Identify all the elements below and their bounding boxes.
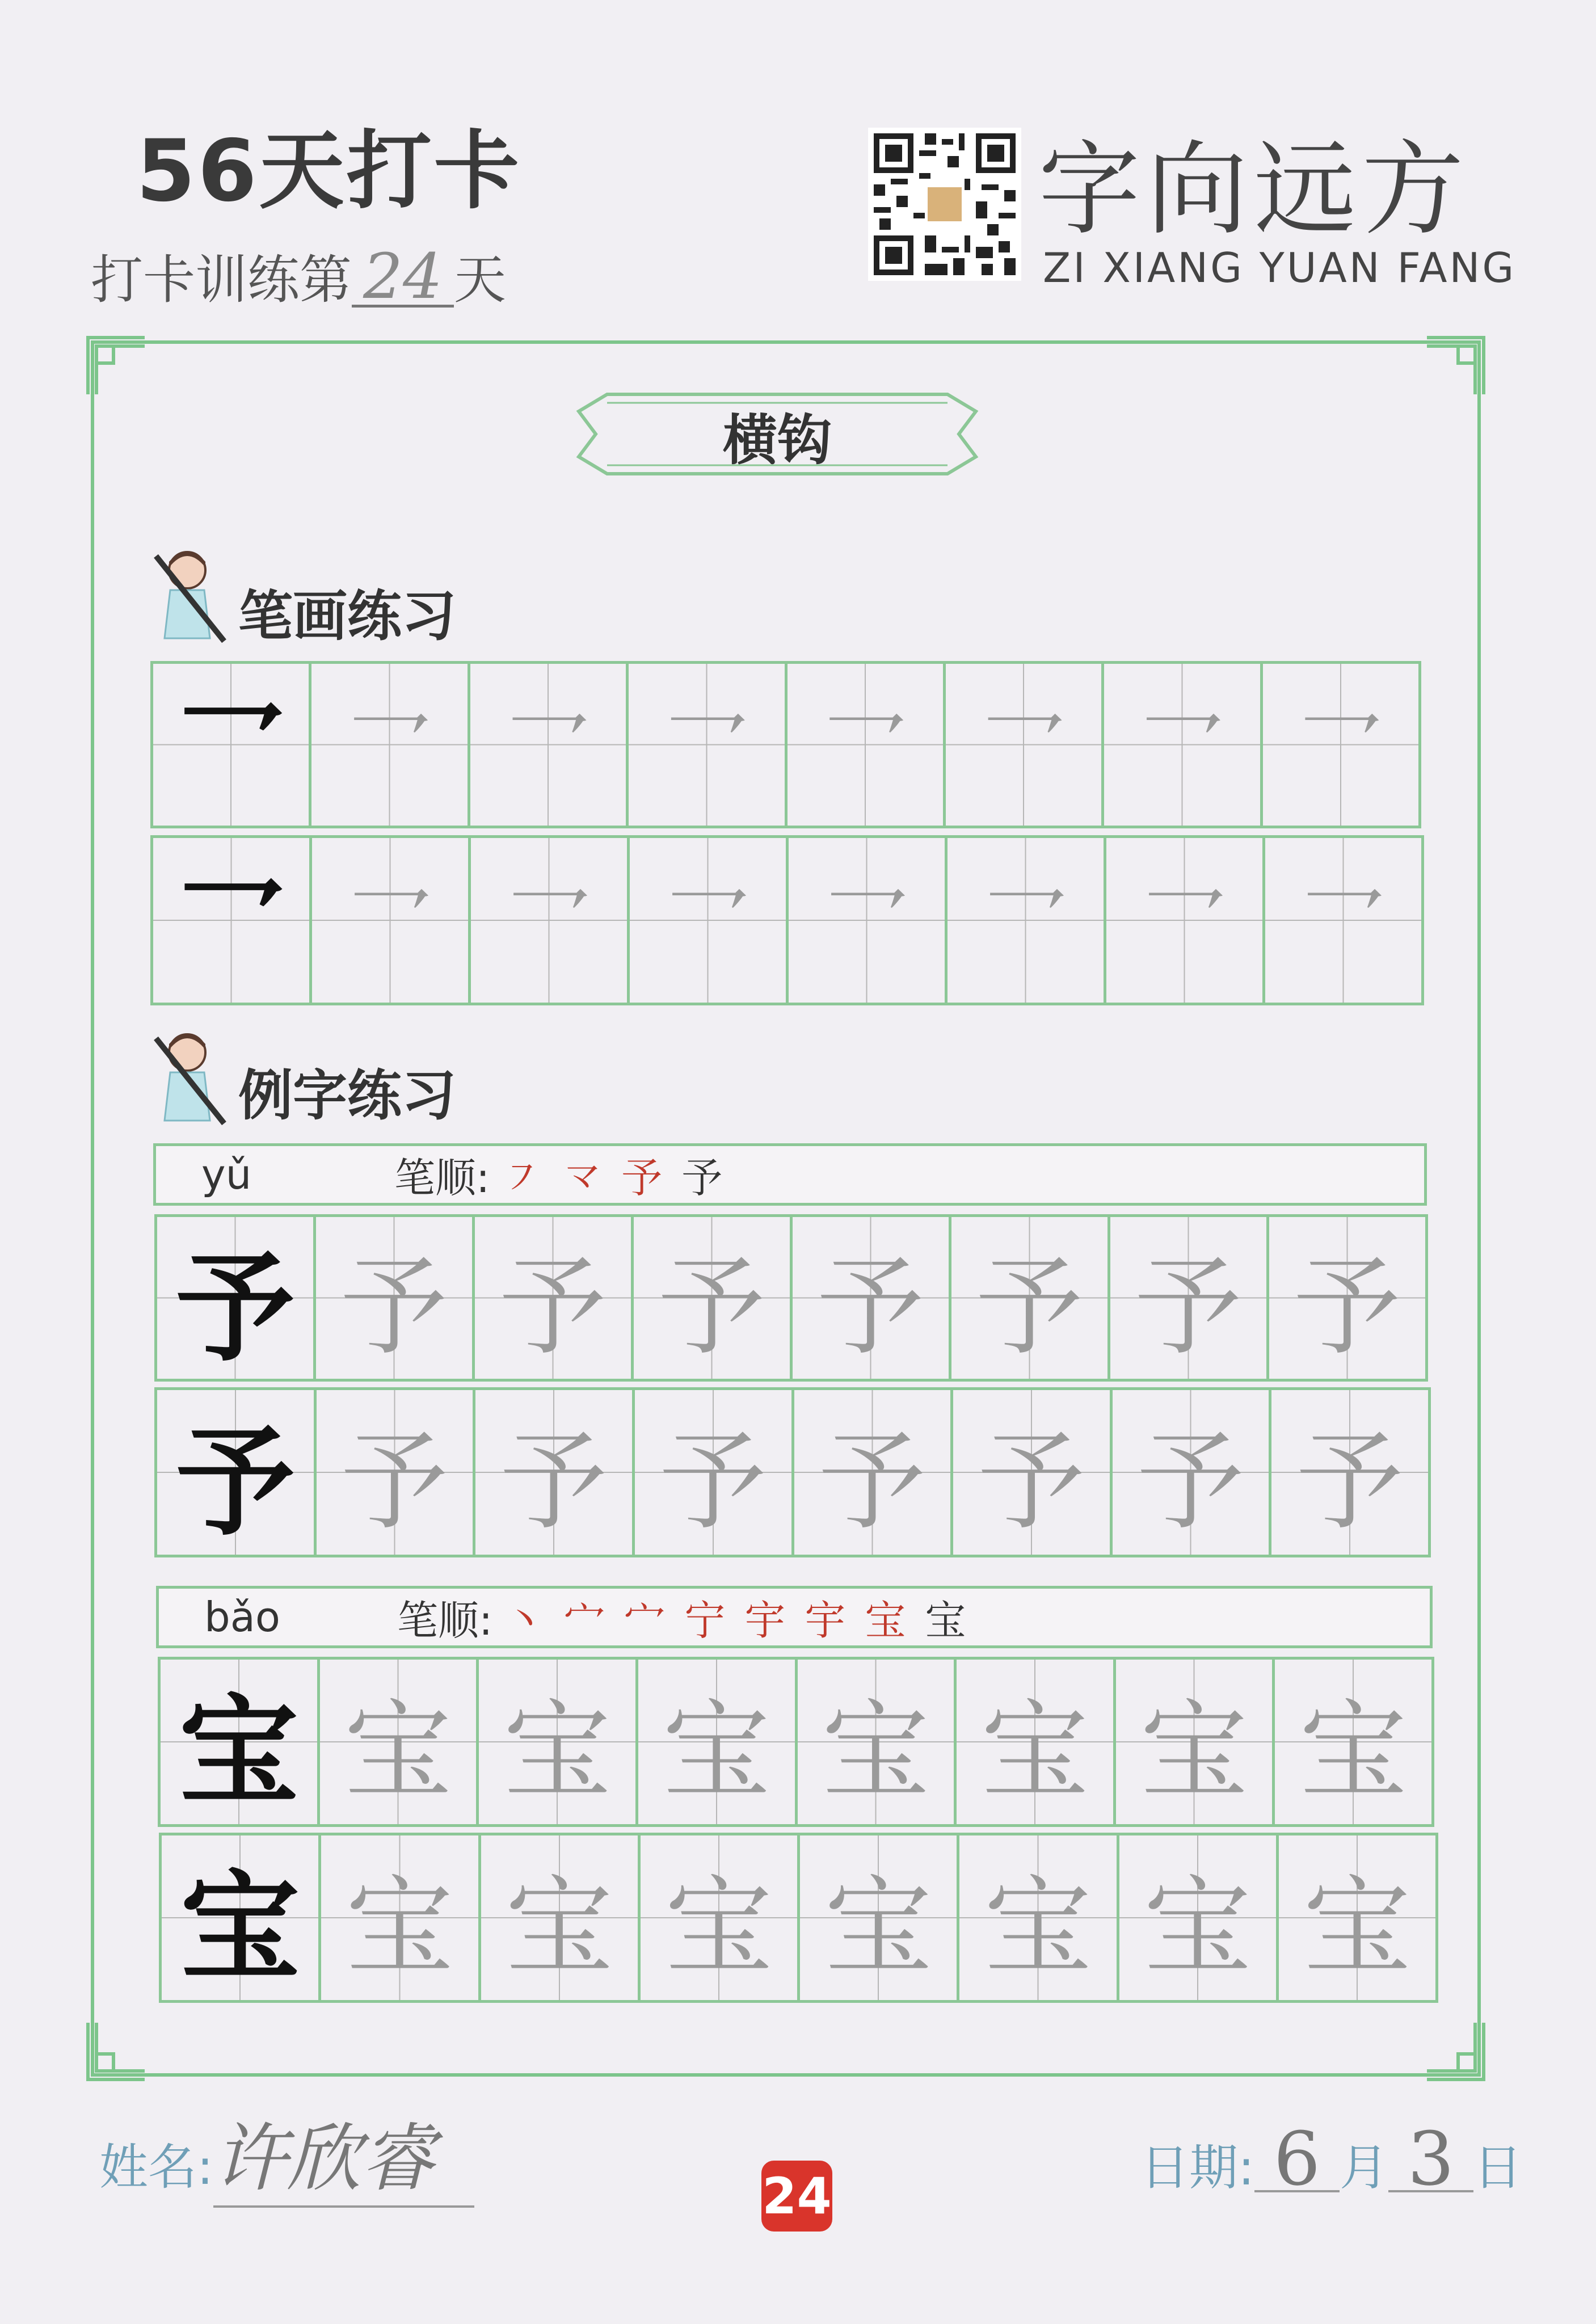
month-label: 月 [1339, 2140, 1388, 2196]
lesson-title: 横钩 [723, 409, 832, 472]
page-title: 56天打卡 [136, 122, 521, 221]
qr-code-icon [868, 128, 1021, 281]
stroke-order-step: 宝 [865, 1597, 906, 1644]
tracing-cell[interactable]: 乛 [470, 664, 629, 826]
stroke-practice-row [150, 835, 1424, 1005]
char-practice-row [154, 1214, 1428, 1382]
brand-pinyin: ZI XIANG YUAN FANG [1043, 244, 1517, 292]
pinyin-label: bǎo [204, 1593, 280, 1641]
tracing-cell[interactable]: 乛 [471, 838, 630, 1003]
stroke-order-label: 笔顺: [397, 1597, 493, 1644]
checkin-day-value: 24 [352, 248, 454, 308]
tracing-cell[interactable]: 乛 [946, 664, 1104, 826]
corner-ornament-icon [1424, 2020, 1486, 2082]
tracing-cell[interactable]: 宝 [1279, 1835, 1435, 2000]
example-section-title: 例字练习 [238, 1064, 456, 1127]
stroke-order-step: 予 [621, 1154, 663, 1202]
tracing-cell[interactable]: 予 [1271, 1390, 1428, 1555]
tracing-cell[interactable]: 予 [475, 1390, 635, 1555]
stroke-order-step: 宀 [624, 1597, 666, 1644]
tracing-cell[interactable]: 予 [1110, 1217, 1269, 1379]
stroke-order-step: 宇 [744, 1597, 786, 1644]
char-info-bar [156, 1586, 1433, 1648]
tracing-cell[interactable]: 宝 [798, 1660, 957, 1824]
brand-logo-text: 字向远方 [1038, 130, 1470, 249]
corner-ornament-icon [85, 335, 148, 397]
tracing-cell[interactable]: 予 [1269, 1217, 1425, 1379]
tracing-cell[interactable]: 乛 [629, 664, 787, 826]
model-char-cell: 宝 [162, 1835, 321, 2000]
tracing-cell[interactable]: 乛 [630, 838, 789, 1003]
tracing-cell[interactable]: 宝 [959, 1835, 1119, 2000]
stroke-practice-row [150, 661, 1421, 828]
stroke-order-step: 宇 [805, 1597, 846, 1644]
page-number-badge: 24 [761, 2161, 832, 2232]
tracing-cell[interactable]: 予 [953, 1390, 1113, 1555]
model-stroke-cell: 乛 [153, 664, 311, 826]
char-practice-row [158, 1657, 1434, 1827]
stroke-order-label: 笔顺: [394, 1154, 490, 1202]
tracing-cell[interactable]: 乛 [1106, 838, 1265, 1003]
tracing-cell[interactable]: 宝 [1275, 1660, 1431, 1824]
stroke-order-step: 龴 [561, 1154, 603, 1202]
model-char-cell: 宝 [161, 1660, 320, 1824]
tracing-cell[interactable]: 宝 [638, 1660, 798, 1824]
day-label: 日 [1473, 2140, 1522, 2196]
tracing-cell[interactable]: 予 [951, 1217, 1110, 1379]
tracing-cell[interactable]: 予 [317, 1390, 476, 1555]
pinyin-label: yǔ [201, 1151, 252, 1198]
tracing-cell[interactable]: 宝 [320, 1660, 479, 1824]
date-label: 日期: [1140, 2140, 1254, 2196]
stroke-order-step: 丶 [504, 1597, 545, 1644]
tracing-cell[interactable]: 宝 [321, 1835, 481, 2000]
tracing-cell[interactable]: 宝 [1116, 1660, 1275, 1824]
tracing-cell[interactable]: 宝 [479, 1660, 638, 1824]
corner-ornament-icon [1424, 335, 1486, 397]
tracing-cell[interactable]: 乛 [312, 838, 471, 1003]
month-field[interactable]: 6 [1254, 2128, 1340, 2192]
stroke-order-step: 宝 [925, 1597, 966, 1644]
tracing-cell[interactable]: 宝 [481, 1835, 641, 2000]
name-row [99, 2099, 474, 2208]
char-practice-row [159, 1833, 1438, 2003]
name-label: 姓名: [99, 2139, 213, 2196]
tracing-cell[interactable]: 宝 [641, 1835, 800, 2000]
stroke-order-step: 宀 [564, 1597, 605, 1644]
tracing-cell[interactable]: 予 [634, 1217, 793, 1379]
tracing-cell[interactable]: 予 [635, 1390, 794, 1555]
tracing-cell[interactable]: 予 [793, 1217, 951, 1379]
checkin-suffix: 天 [454, 250, 507, 310]
tracing-cell[interactable]: 予 [1113, 1390, 1272, 1555]
stroke-order-step: ㇇ [501, 1154, 542, 1202]
stroke-order-step: 予 [681, 1154, 723, 1202]
day-field[interactable]: 3 [1388, 2128, 1473, 2192]
tracing-cell[interactable]: 乛 [788, 664, 946, 826]
tracing-cell[interactable]: 乛 [1104, 664, 1262, 826]
date-row [1140, 2116, 1522, 2202]
checkin-prefix: 打卡训练第 [91, 250, 352, 310]
tracing-cell[interactable]: 予 [316, 1217, 475, 1379]
tracing-cell[interactable]: 宝 [1119, 1835, 1279, 2000]
tracing-cell[interactable]: 予 [794, 1390, 954, 1555]
char-info-bar [153, 1143, 1427, 1206]
tracing-cell[interactable]: 乛 [311, 664, 470, 826]
tracing-cell[interactable]: 乛 [1263, 664, 1418, 826]
tracing-cell[interactable]: 予 [475, 1217, 634, 1379]
model-char-cell: 予 [157, 1390, 317, 1555]
student-avatar-icon [145, 1027, 230, 1126]
student-avatar-icon [145, 545, 230, 644]
tracing-cell[interactable]: 乛 [1265, 838, 1421, 1003]
stroke-order-step: 宁 [684, 1597, 726, 1644]
checkin-line [91, 238, 506, 313]
tracing-cell[interactable]: 宝 [957, 1660, 1116, 1824]
name-field[interactable]: 许欣睿 [213, 2099, 474, 2208]
tracing-cell[interactable]: 宝 [800, 1835, 959, 2000]
stroke-section-title: 笔画练习 [238, 584, 456, 648]
corner-ornament-icon [85, 2020, 148, 2082]
model-stroke-cell: 乛 [153, 838, 312, 1003]
tracing-cell[interactable]: 乛 [948, 838, 1106, 1003]
model-char-cell: 予 [157, 1217, 316, 1379]
tracing-cell[interactable]: 乛 [789, 838, 948, 1003]
char-practice-row [154, 1387, 1431, 1557]
